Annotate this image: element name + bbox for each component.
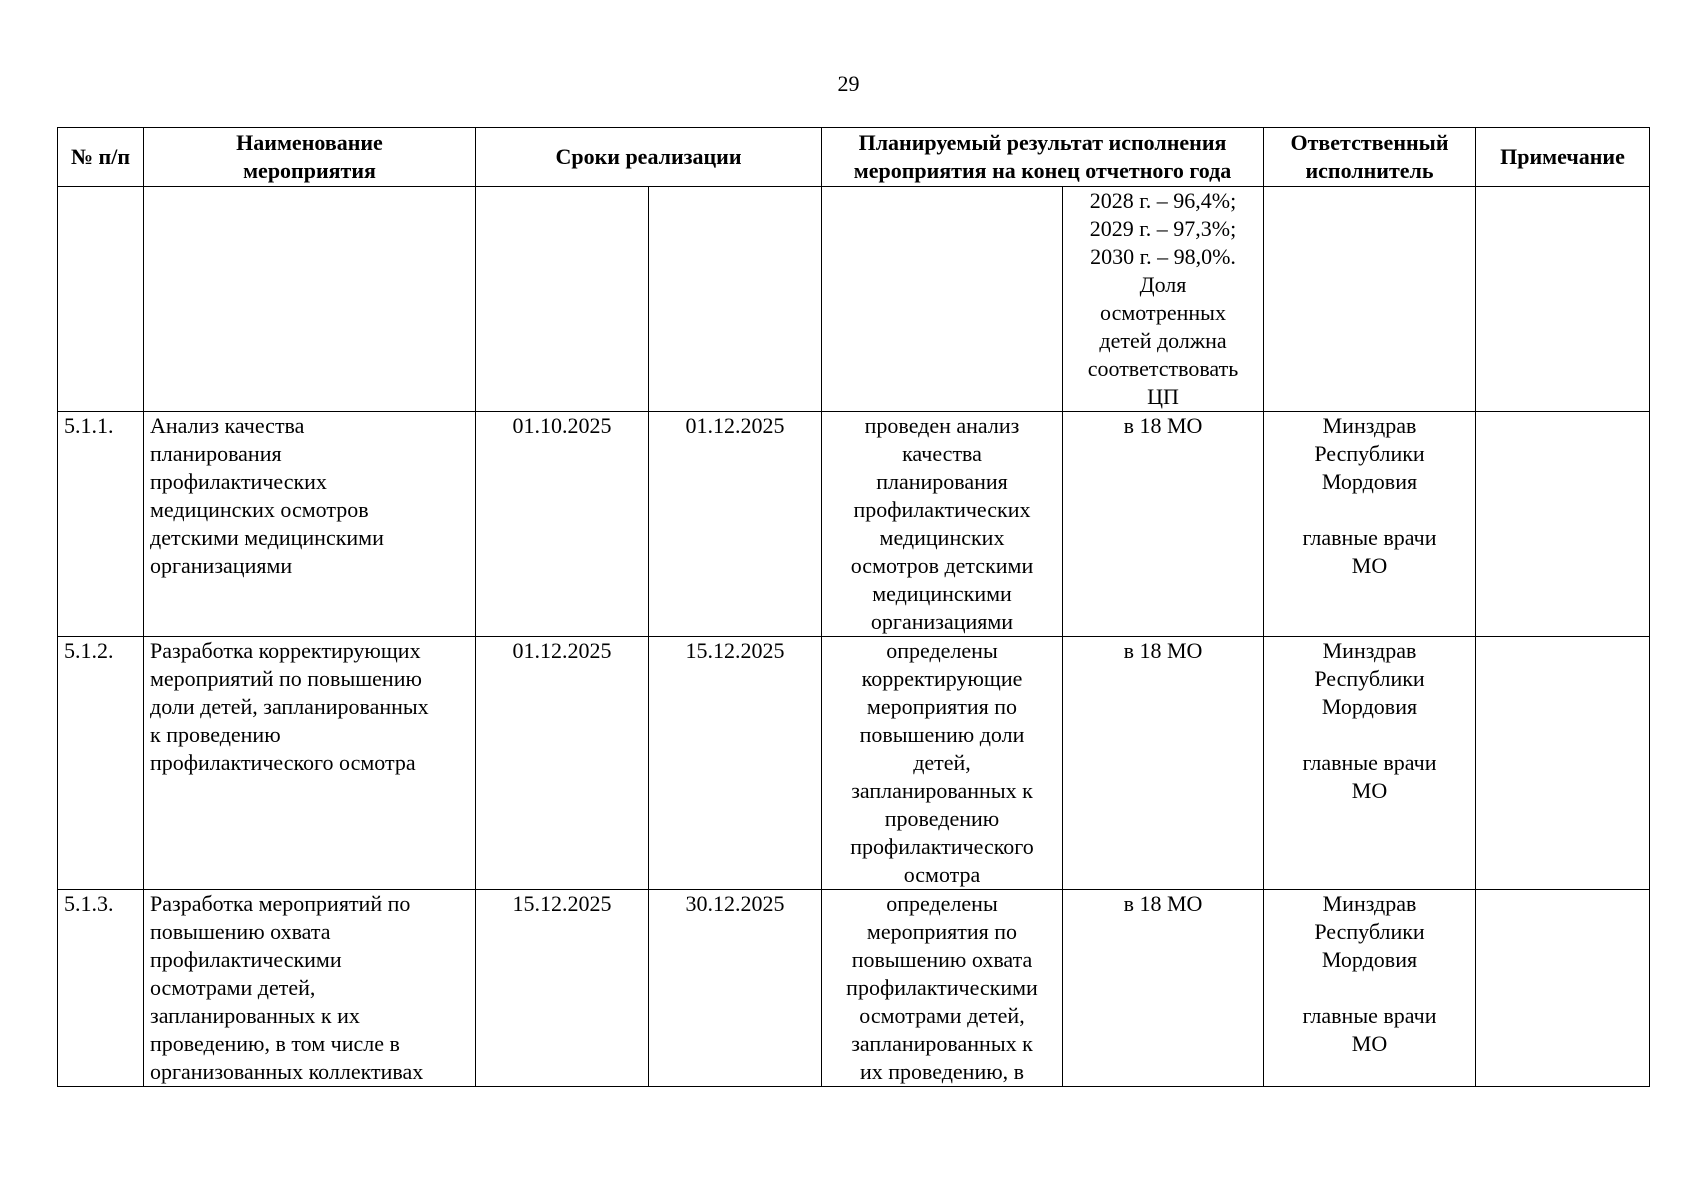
table-row [58,890,1650,1087]
cell-start: 15.12.2025 [476,890,649,1087]
cell-result: проведен анализ качества планирования профилактических медицинских осмотров детскими медицинскими организациями [822,412,1063,637]
cell-name: Разработка мероприятий по повышению охвата профилактическими осмотрами детей, запланированных к их проведению, в том числе в организованных коллективах [144,890,476,1087]
header-name: Наименование мероприятия [144,128,476,187]
cell-num: 5.1.3. [58,890,144,1087]
cell-num [58,187,144,412]
table-header-row [58,128,1650,187]
cell-num: 5.1.1. [58,412,144,637]
cell-end [649,187,822,412]
cell-result [822,187,1063,412]
header-num: № п/п [58,128,144,187]
cell-qty: в 18 МО [1063,890,1264,1087]
cell-responsible: Минздрав Республики Мордовия главные врачи МО [1264,890,1476,1087]
header-period: Сроки реализации [476,128,822,187]
cell-responsible [1264,187,1476,412]
table-row [58,412,1650,637]
cell-note [1476,412,1650,637]
cell-note [1476,187,1650,412]
cell-qty: в 18 МО [1063,412,1264,637]
cell-start: 01.10.2025 [476,412,649,637]
cell-end: 01.12.2025 [649,412,822,637]
cell-note [1476,890,1650,1087]
page-number: 29 [837,71,860,96]
cell-start: 01.12.2025 [476,637,649,890]
header-responsible: Ответственный исполнитель [1264,128,1476,187]
cell-responsible: Минздрав Республики Мордовия главные врачи МО [1264,412,1476,637]
cell-end: 30.12.2025 [649,890,822,1087]
measures-table [57,127,1650,1087]
table-row-continued [58,187,1650,412]
cell-end: 15.12.2025 [649,637,822,890]
table-row [58,637,1650,890]
cell-start [476,187,649,412]
cell-qty: 2028 г. – 96,4%; 2029 г. – 97,3%; 2030 г. – 98,0%. Доля осмотренных детей должна соответствовать ЦП [1063,187,1264,412]
header-result: Планируемый результат исполнения мероприятия на конец отчетного года [822,128,1264,187]
cell-note [1476,637,1650,890]
cell-name: Разработка корректирующих мероприятий по повышению доли детей, запланированных к проведению профилактического осмотра [144,637,476,890]
cell-num: 5.1.2. [58,637,144,890]
cell-result: определены корректирующие мероприятия по повышению доли детей, запланированных к проведению профилактического осмотра [822,637,1063,890]
cell-qty: в 18 МО [1063,637,1264,890]
header-note: Примечание [1476,128,1650,187]
cell-result: определены мероприятия по повышению охвата профилактическими осмотрами детей, запланированных к их проведению, в [822,890,1063,1087]
cell-name [144,187,476,412]
cell-responsible: Минздрав Республики Мордовия главные врачи МО [1264,637,1476,890]
cell-name: Анализ качества планирования профилактических медицинских осмотров детскими медицинскими организациями [144,412,476,637]
